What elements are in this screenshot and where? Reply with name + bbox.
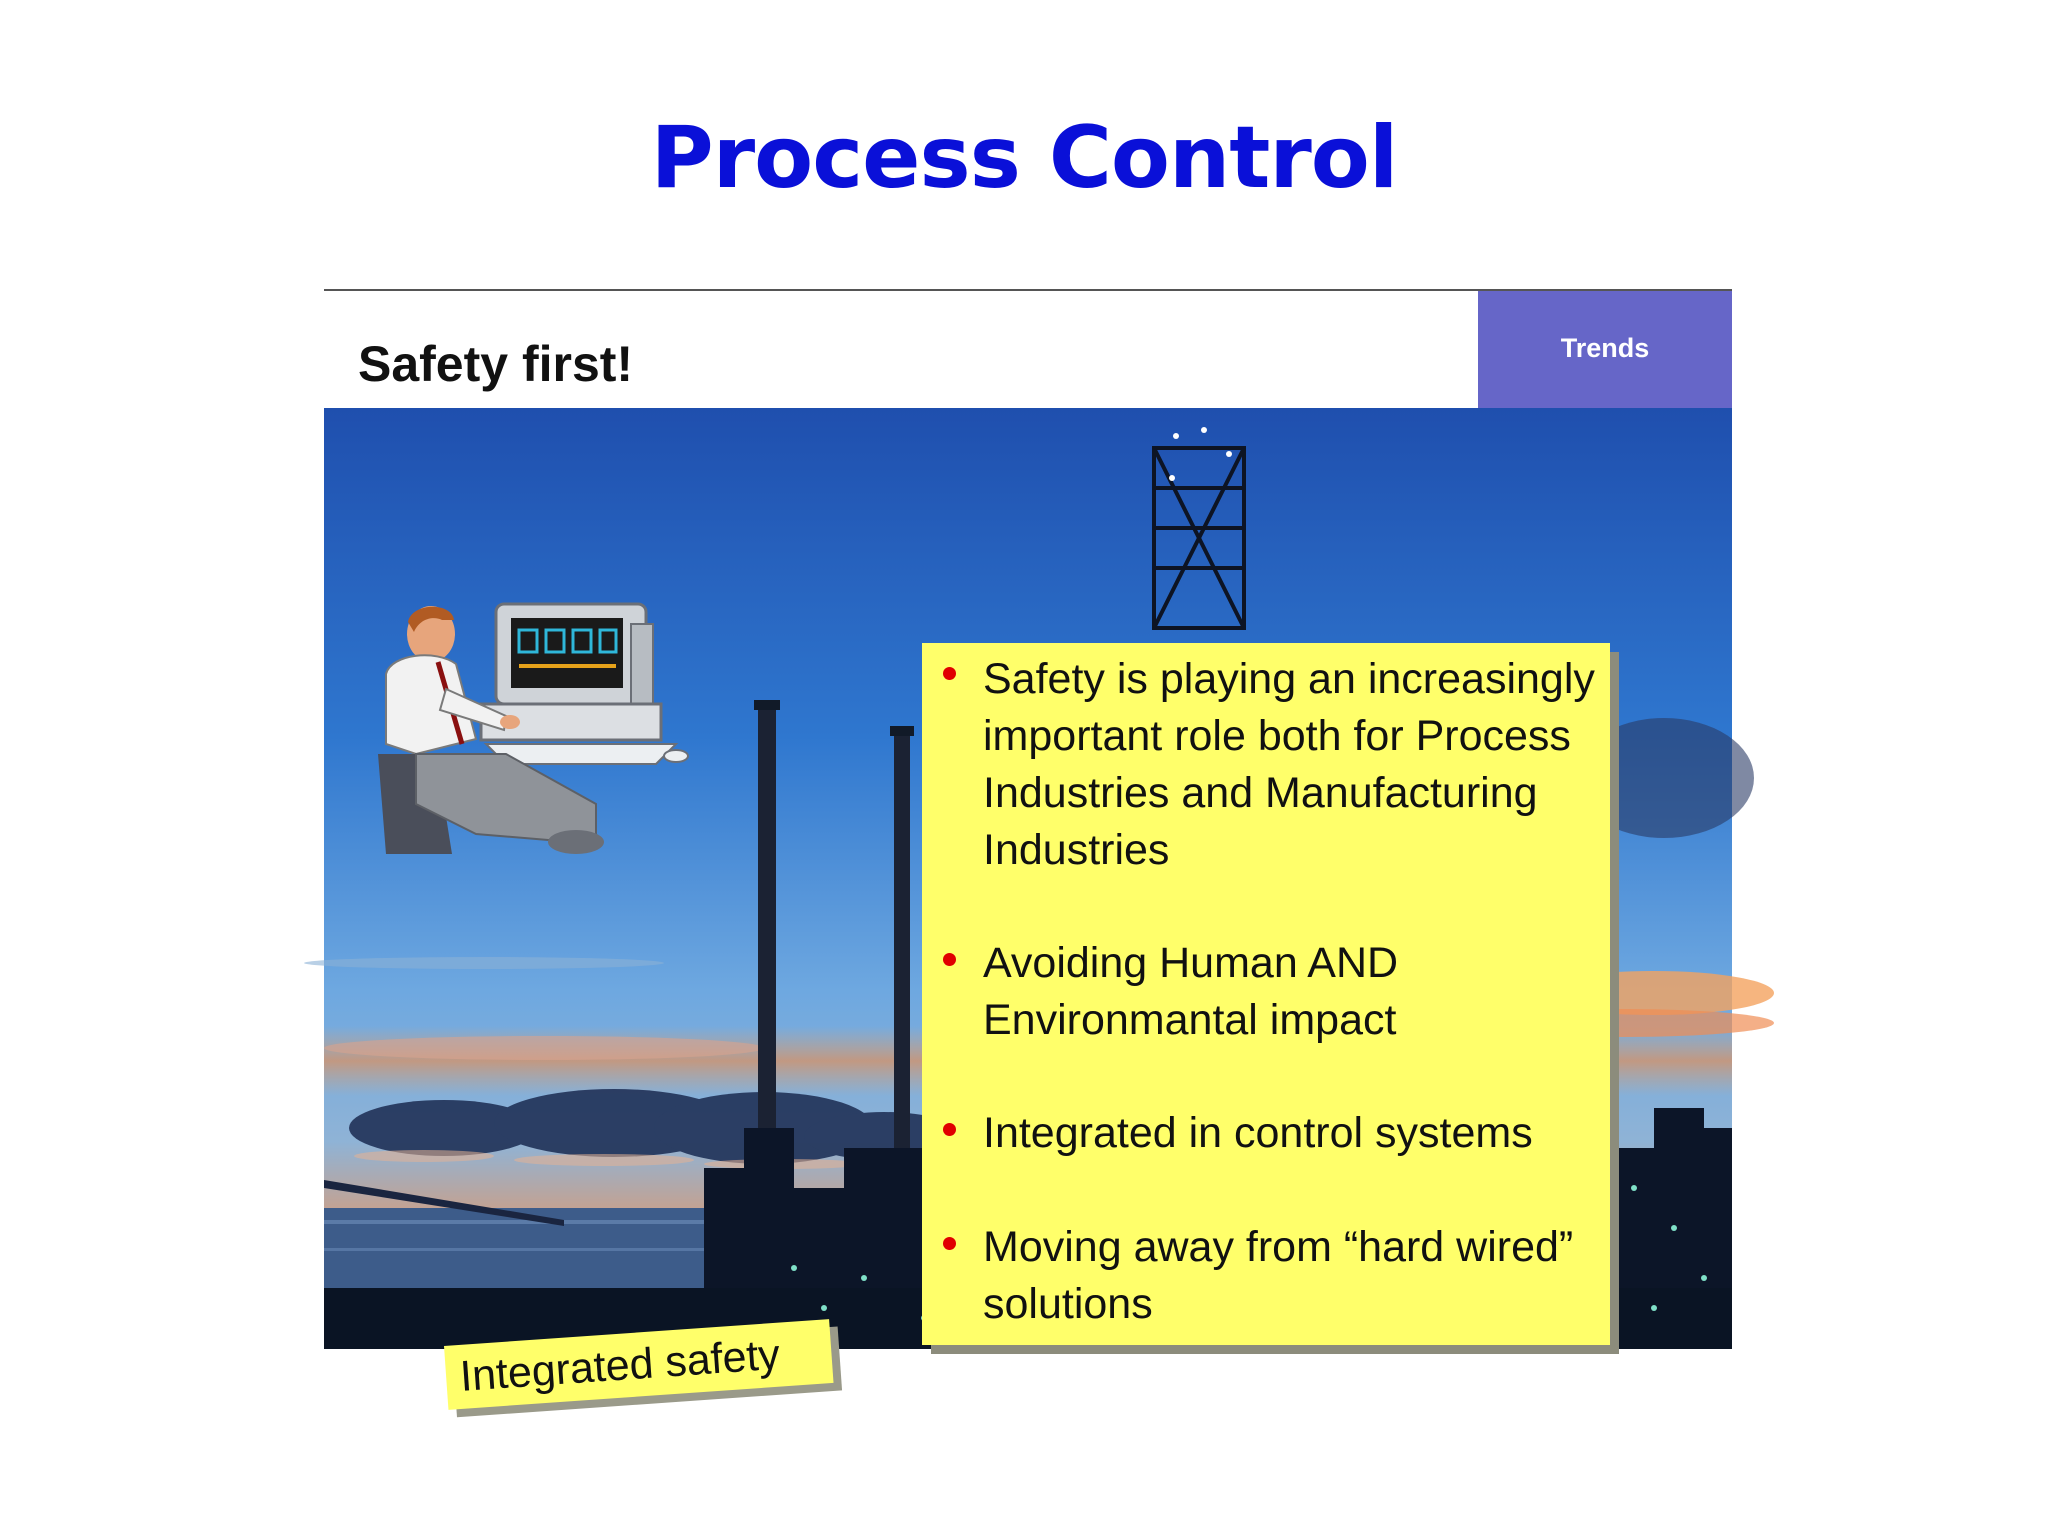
bullet-dot-icon bbox=[943, 667, 956, 680]
bullet-list-box bbox=[922, 643, 1610, 1345]
section-tab bbox=[1478, 291, 1732, 408]
slide-heading: Safety first! bbox=[358, 336, 634, 392]
section-tab-label: Trends bbox=[1560, 333, 1650, 363]
bullet-item: Integrated in control systems bbox=[983, 1109, 1533, 1157]
bullet-dot-icon bbox=[943, 953, 956, 966]
operator-at-computer-icon bbox=[376, 604, 706, 874]
refinery-photo bbox=[324, 408, 1732, 1401]
bullet-item: Moving away from “hard wired” solutions bbox=[983, 1223, 1574, 1328]
bullet-item: Safety is playing an increasingly important role both for Process Industries and Manufacturing Industries bbox=[983, 655, 1595, 874]
bullet-dot-icon bbox=[943, 1237, 956, 1250]
photo-caption: Integrated safety bbox=[458, 1330, 782, 1401]
slide-header bbox=[324, 291, 1732, 408]
slide bbox=[324, 289, 1732, 1401]
page-title: Process Control bbox=[650, 108, 1398, 208]
bullet-dot-icon bbox=[943, 1123, 956, 1136]
bullet-item: Avoiding Human AND Environmantal impact bbox=[983, 939, 1399, 1044]
